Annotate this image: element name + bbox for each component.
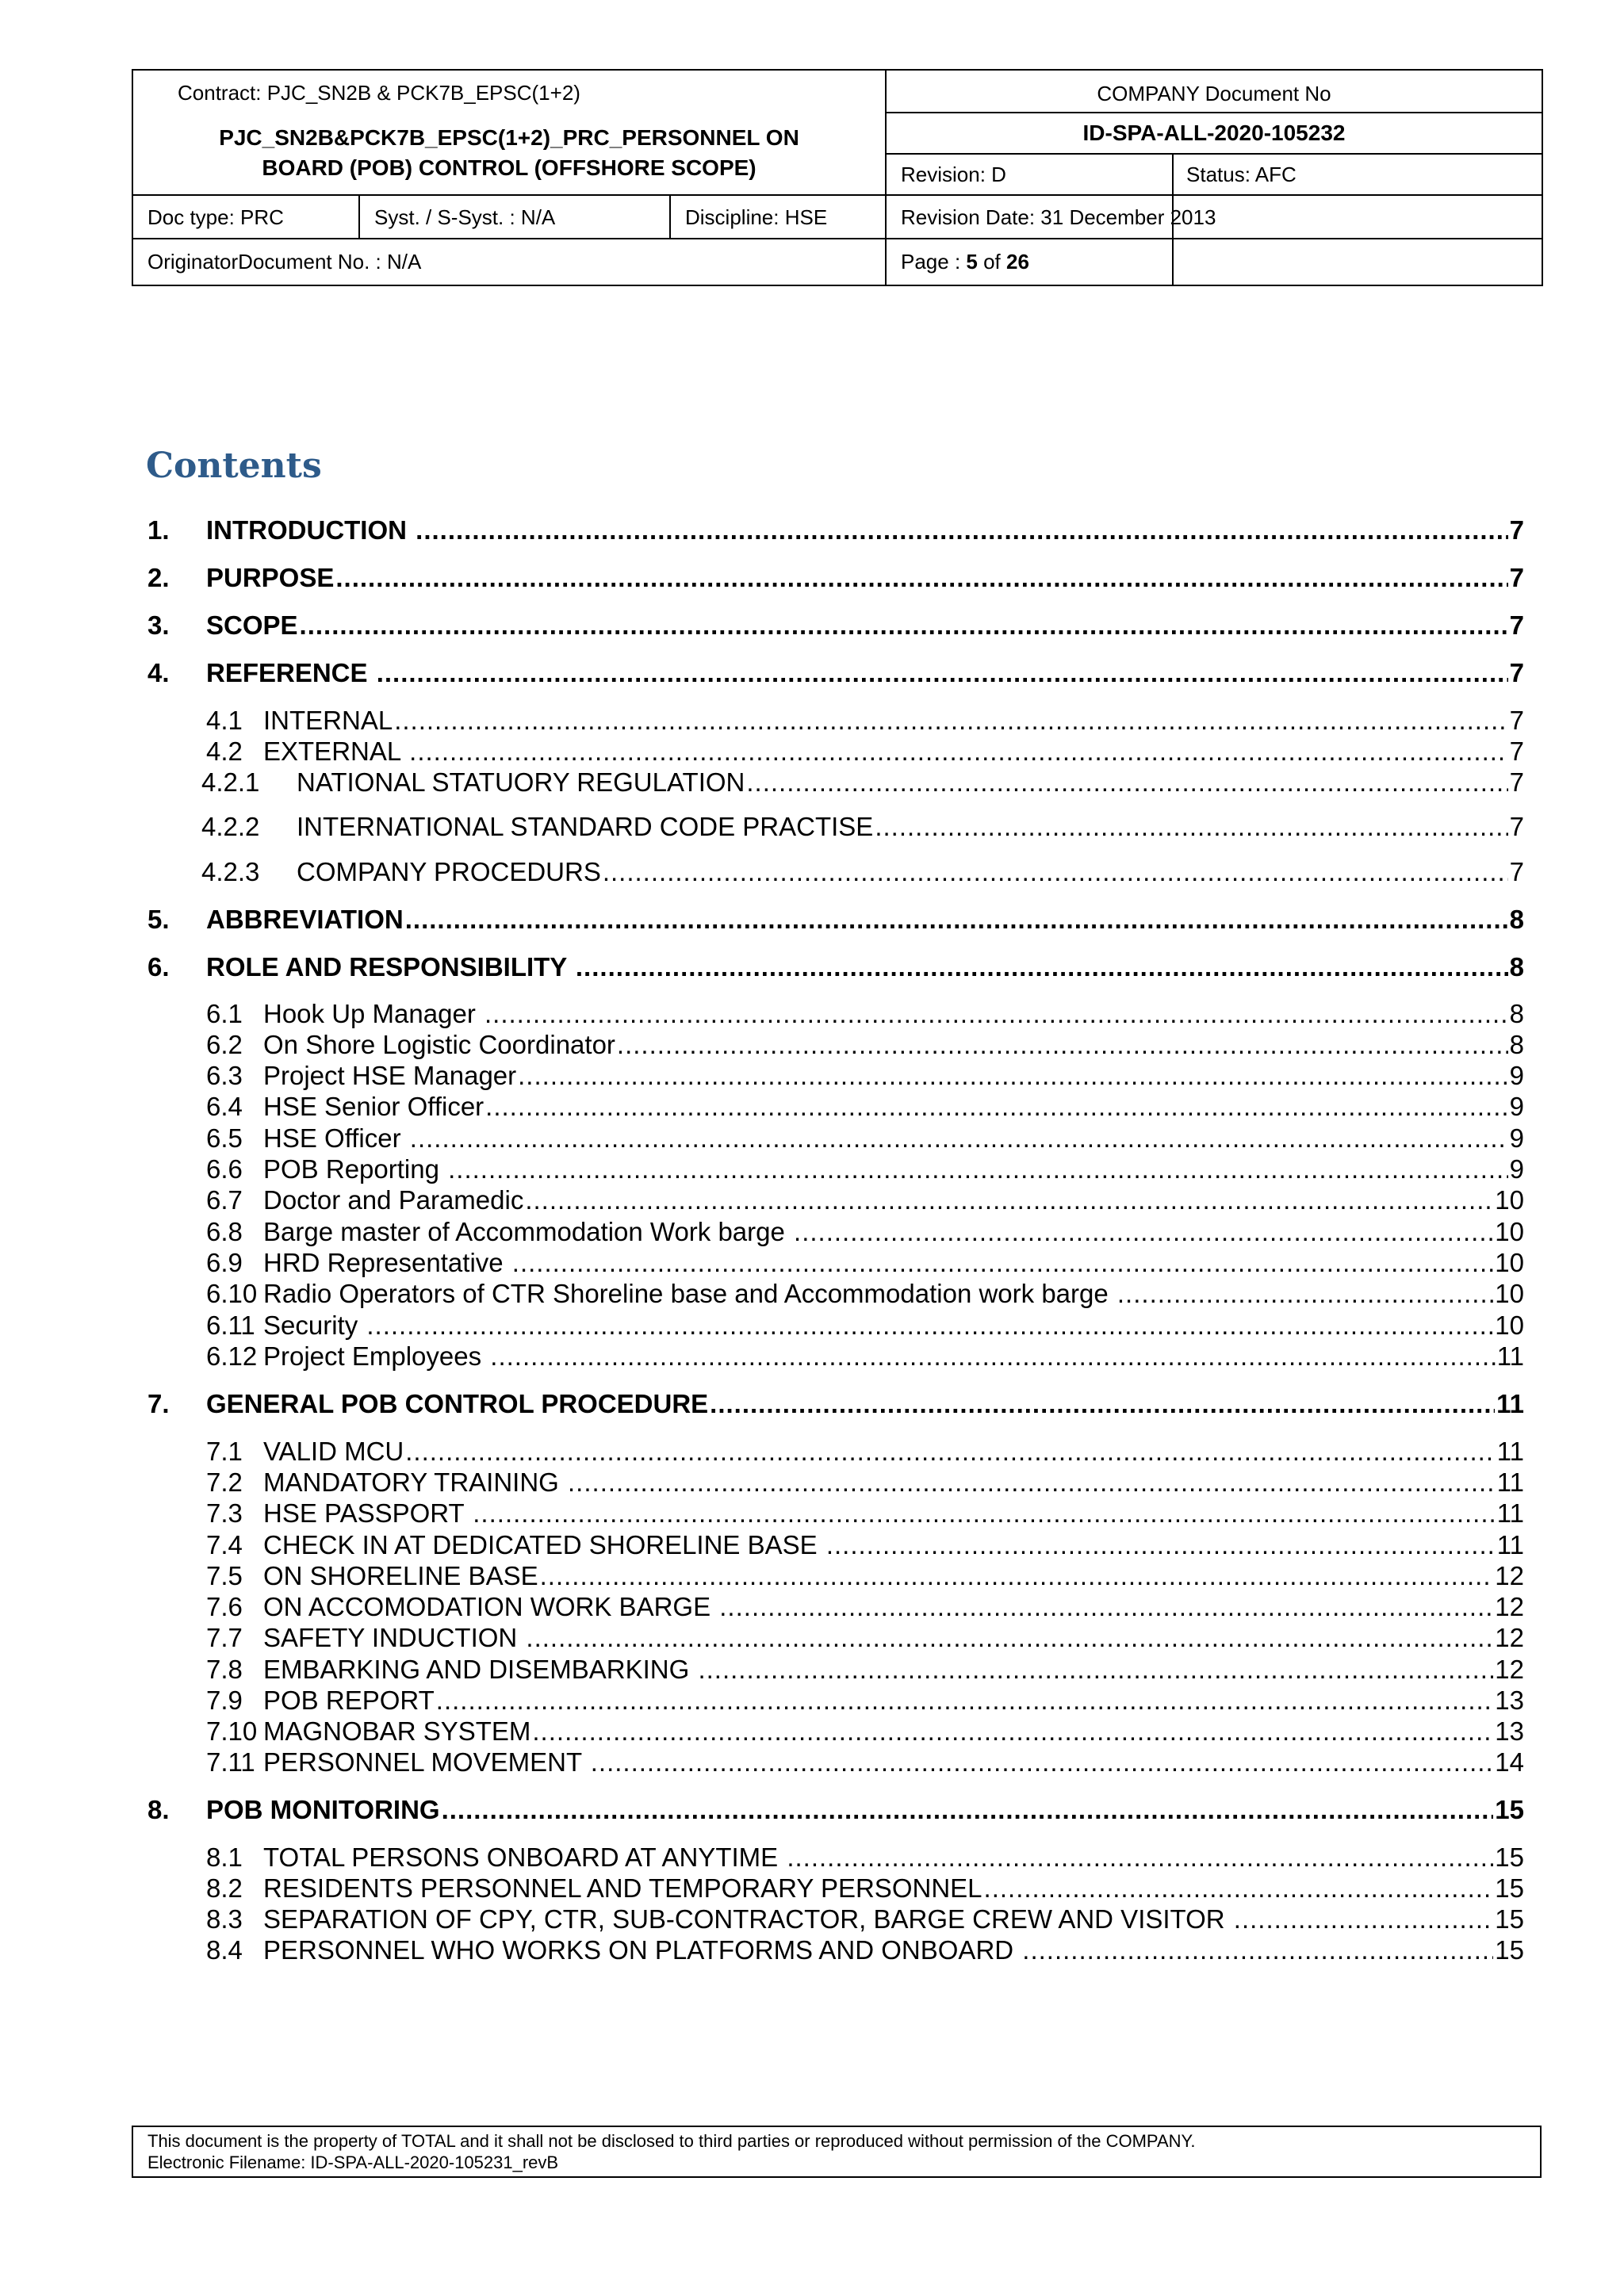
toc-entry-page: 7 [1509,563,1524,592]
toc-entry[interactable] [147,1311,1524,1341]
toc-dot-leader [787,1843,1493,1873]
toc-entry-number: 7.10 [206,1716,258,1746]
toc-dot-leader [746,767,1507,798]
toc-dot-leader [576,952,1508,982]
toc-entry-page: 7 [1509,515,1524,545]
toc-entry[interactable] [147,999,1524,1029]
page-prefix: Page : [901,249,967,274]
toc-entry-page: 11 [1496,1530,1524,1559]
toc-entry-number: 4.2.1 [201,767,260,797]
toc-entry-number: 4. [147,658,170,687]
page-current: 5 [966,249,978,274]
toc-dot-leader [526,1623,1493,1653]
revision-date-label: Revision Date: 31 December 2013 [901,205,1216,229]
toc-entry[interactable] [147,1561,1524,1591]
toc-entry[interactable] [147,1389,1524,1419]
toc-entry-page: 8 [1509,999,1524,1028]
toc-entry-page: 8 [1509,1030,1524,1059]
document-footer [132,2126,1542,2178]
toc-entry-page: 15 [1495,1935,1524,1965]
toc-entry[interactable] [147,1498,1524,1529]
toc-entry-number: 7.4 [206,1530,243,1559]
toc-dot-leader [473,1498,1495,1529]
toc-entry-page: 15 [1495,1843,1524,1872]
toc-entry-page: 15 [1495,1795,1524,1824]
toc-entry[interactable] [147,767,1524,798]
toc-entry-number: 2. [147,563,170,592]
toc-entry-number: 8.4 [206,1935,243,1965]
toc-entry[interactable] [147,1592,1524,1622]
toc-entry-page: 9 [1509,1061,1524,1090]
toc-dot-leader [490,1341,1495,1372]
toc-dot-leader [698,1655,1493,1685]
toc-entry-number: 7.3 [206,1498,243,1528]
page-indicator [901,240,1029,283]
toc-entry-title: PERSONNEL WHO WORKS ON PLATFORMS AND ONBOARD [263,1935,1021,1965]
toc-entry-page: 10 [1495,1279,1524,1308]
toc-entry[interactable] [147,706,1524,736]
toc-entry-page: 10 [1495,1248,1524,1277]
toc-entry-title: MANDATORY TRAINING [263,1468,567,1497]
toc-entry-page: 11 [1496,1437,1524,1466]
toc-entry[interactable] [147,610,1524,641]
toc-dot-leader [300,610,1508,641]
toc-entry-title: HSE Senior Officer [263,1092,485,1121]
toc-entry-page: 9 [1509,1154,1524,1184]
toc-entry-title: COMPANY PROCEDURS [297,857,601,886]
toc-entry-number: 6.1 [206,999,243,1028]
toc-entry[interactable] [147,1623,1524,1653]
toc-entry-number: 6. [147,952,170,982]
toc-dot-leader [416,515,1507,545]
toc-dot-leader [409,737,1507,767]
toc-entry-number: 7.5 [206,1561,243,1590]
toc-entry[interactable] [147,812,1524,842]
toc-dot-leader [826,1530,1496,1560]
toc-entry[interactable] [147,1185,1524,1215]
toc-dot-leader [591,1747,1494,1777]
toc-entry-page: 13 [1495,1686,1524,1715]
toc-entry-title: HSE Officer [263,1123,408,1153]
toc-entry-title: VALID MCU [263,1437,404,1466]
toc-dot-leader [1234,1904,1494,1934]
toc-dot-leader [485,1092,1507,1122]
system-label: Syst. / S-Syst. : N/A [374,205,556,229]
toc-dot-leader [448,1154,1508,1184]
toc-dot-leader [794,1217,1493,1247]
toc-entry-page: 7 [1509,706,1524,735]
toc-entry[interactable] [147,1154,1524,1184]
toc-entry-page: 7 [1509,610,1524,640]
toc-dot-leader [436,1686,1494,1716]
toc-dot-leader [875,812,1507,842]
toc-entry[interactable] [147,1030,1524,1060]
toc-entry[interactable] [147,737,1524,767]
toc-entry-title: Security [263,1311,366,1340]
toc-entry-number: 7. [147,1389,170,1418]
toc-entry[interactable] [147,1468,1524,1498]
discipline-label: Discipline: HSE [685,205,828,229]
toc-entry-title: Project Employees [263,1341,489,1371]
toc-entry[interactable] [147,952,1524,982]
toc-dot-leader [512,1248,1493,1278]
toc-entry-title: POB REPORT [263,1686,435,1715]
toc-entry-number: 6.5 [206,1123,243,1153]
toc-entry-page: 11 [1496,1341,1524,1371]
toc-entry-title: ROLE AND RESPONSIBILITY [206,952,574,982]
contents-heading: Contents [146,446,322,486]
toc-entry-title: INTERNAL [263,706,393,735]
toc-dot-leader [532,1716,1493,1747]
toc-entry-title: ON ACCOMODATION WORK BARGE [263,1592,718,1621]
toc-entry-page: 14 [1495,1747,1524,1777]
toc-dot-leader [603,857,1508,887]
toc-entry[interactable] [147,1279,1524,1309]
toc-entry-page: 15 [1495,1873,1524,1903]
toc-entry-title: HRD Representative [263,1248,511,1277]
toc-entry-page: 12 [1495,1623,1524,1652]
toc-entry[interactable] [147,1341,1524,1372]
toc-entry-title: PURPOSE [206,563,335,592]
toc-entry-title: TOTAL PERSONS ONBOARD AT ANYTIME [263,1843,786,1872]
toc-dot-leader [1117,1279,1493,1309]
toc-entry[interactable] [147,1935,1524,1965]
toc-dot-leader [617,1030,1508,1060]
toc-dot-leader [540,1561,1494,1591]
toc-entry-title: PERSONNEL MOVEMENT [263,1747,589,1777]
toc-entry-number: 6.7 [206,1185,243,1215]
toc-entry-title: Project HSE Manager [263,1061,517,1090]
toc-dot-leader [525,1185,1493,1215]
toc-dot-leader [405,1437,1495,1467]
toc-entry-number: 1. [147,515,170,545]
toc-entry-number: 7.7 [206,1623,243,1652]
toc-entry[interactable] [147,515,1524,545]
toc-entry[interactable] [147,1437,1524,1467]
status-label: Status: AFC [1186,162,1297,186]
toc-dot-leader [485,999,1508,1029]
toc-entry-page: 7 [1509,658,1524,687]
toc-dot-leader [568,1468,1496,1498]
toc-entry-page: 10 [1495,1311,1524,1340]
toc-entry-title: On Shore Logistic Coordinator [263,1030,615,1059]
revision-label: Revision: D [901,162,1006,186]
toc-dot-leader [719,1592,1493,1622]
toc-entry-number: 7.11 [206,1747,255,1777]
toc-entry-title: Hook Up Manager [263,999,483,1028]
toc-entry[interactable] [147,1795,1524,1825]
toc-entry-number: 7.2 [206,1468,243,1497]
toc-entry-number: 7.1 [206,1437,243,1466]
footer-disclaimer: This document is the property of TOTAL and it shall not be disclosed to third parties or reproduced without permission of the COMPANY. [147,2131,1196,2151]
toc-entry-page: 13 [1495,1716,1524,1746]
doc-type-label: Doc type: PRC [147,205,284,229]
footer-filename: Electronic Filename: ID-SPA-ALL-2020-105231_revB [147,2152,559,2172]
toc-entry-page: 9 [1509,1092,1524,1121]
toc-entry-page: 12 [1495,1592,1524,1621]
toc-entry-number: 8.3 [206,1904,243,1934]
toc-entry-number: 4.1 [206,706,243,735]
toc-entry[interactable] [147,1843,1524,1873]
toc-entry-title: SCOPE [206,610,298,640]
toc-entry-number: 7.9 [206,1686,243,1715]
toc-dot-leader [518,1061,1508,1091]
page-total: 26 [1006,249,1029,274]
toc-entry[interactable] [147,1873,1524,1904]
toc-entry-number: 3. [147,610,170,640]
toc-entry[interactable] [147,658,1524,688]
toc-entry-number: 8. [147,1795,170,1824]
toc-entry[interactable] [147,1530,1524,1560]
toc-dot-leader [984,1873,1494,1904]
toc-entry-number: 4.2 [206,737,243,766]
toc-entry-number: 6.10 [206,1279,258,1308]
toc-entry-page: 10 [1495,1217,1524,1246]
toc-entry-number: 8.2 [206,1873,243,1903]
toc-entry[interactable] [147,905,1524,935]
toc-dot-leader [366,1311,1493,1341]
toc-entry-page: 12 [1495,1561,1524,1590]
toc-entry-page: 12 [1495,1655,1524,1684]
toc-dot-leader [710,1389,1495,1419]
toc-entry[interactable] [147,1655,1524,1685]
toc-entry-page: 7 [1509,812,1524,841]
toc-entry-page: 7 [1509,737,1524,766]
document-title-line2: BOARD (POB) CONTROL (OFFSHORE SCOPE) [262,155,756,180]
toc-entry-title: GENERAL POB CONTROL PROCEDURE [206,1389,709,1418]
toc-dot-leader [442,1795,1494,1825]
toc-entry-title: REFERENCE [206,658,375,687]
toc-entry[interactable] [147,1123,1524,1154]
document-header-table [132,69,1543,286]
toc-dot-leader [335,563,1507,593]
toc-entry-page: 15 [1495,1904,1524,1934]
toc-entry[interactable] [147,563,1524,593]
toc-entry-number: 6.4 [206,1092,243,1121]
toc-entry-number: 6.9 [206,1248,243,1277]
toc-entry-title: RESIDENTS PERSONNEL AND TEMPORARY PERSONNEL [263,1873,982,1903]
contract-label: Contract: PJC_SN2B & PCK7B_EPSC(1+2) [178,80,580,105]
toc-dot-leader [405,905,1508,935]
toc-entry-title: SEPARATION OF CPY, CTR, SUB-CONTRACTOR, BARGE CREW AND VISITOR [263,1904,1232,1934]
toc-entry-page: 11 [1496,1468,1524,1497]
company-doc-label: COMPANY Document No [1097,81,1331,105]
toc-entry-number: 6.2 [206,1030,243,1059]
toc-entry-page: 8 [1509,905,1524,934]
toc-entry-number: 5. [147,905,170,934]
toc-entry-page: 9 [1509,1123,1524,1153]
toc-entry-title: INTERNATIONAL STANDARD CODE PRACTISE [297,812,874,841]
toc-entry-number: 7.8 [206,1655,243,1684]
toc-entry[interactable] [147,857,1524,887]
toc-entry-title: ON SHORELINE BASE [263,1561,538,1590]
toc-entry-number: 6.12 [206,1341,258,1371]
toc-entry[interactable] [147,1747,1524,1777]
toc-entry[interactable] [147,1092,1524,1122]
toc-entry-title: HSE PASSPORT [263,1498,472,1528]
toc-entry-number: 6.3 [206,1061,243,1090]
toc-entry-page: 11 [1496,1389,1524,1418]
toc-entry-number: 4.2.2 [201,812,260,841]
toc-entry-title: MAGNOBAR SYSTEM [263,1716,531,1746]
toc-entry-number: 6.6 [206,1154,243,1184]
toc-entry-number: 6.11 [206,1311,255,1340]
toc-entry-title: SAFETY INDUCTION [263,1623,525,1652]
toc-dot-leader [377,658,1508,688]
toc-entry-title: Barge master of Accommodation Work barge [263,1217,793,1246]
toc-entry-title: EXTERNAL [263,737,408,766]
toc-entry-number: 4.2.3 [201,857,260,886]
toc-entry[interactable] [147,1217,1524,1247]
page-of: of [977,249,1007,274]
toc-entry-number: 6.8 [206,1217,243,1246]
toc-entry-title: Radio Operators of CTR Shoreline base and Accommodation work barge [263,1279,1116,1308]
document-title-line1: PJC_SN2B&PCK7B_EPSC(1+2)_PRC_PERSONNEL ON [219,125,799,150]
toc-entry[interactable] [147,1061,1524,1091]
toc-dot-leader [1022,1935,1493,1965]
toc-entry[interactable] [147,1716,1524,1747]
toc-entry-page: 7 [1509,857,1524,886]
toc-entry[interactable] [147,1248,1524,1278]
toc-dot-leader [410,1123,1508,1154]
toc-entry-title: ABBREVIATION [206,905,404,934]
toc-entry-page: 7 [1509,767,1524,797]
toc-entry-page: 10 [1495,1185,1524,1215]
company-doc-number: ID-SPA-ALL-2020-105232 [1082,121,1346,145]
toc-entry-title: INTRODUCTION [206,515,415,545]
toc-entry-page: 11 [1496,1498,1524,1528]
toc-dot-leader [394,706,1507,736]
toc-entry[interactable] [147,1904,1524,1934]
toc-entry-number: 7.6 [206,1592,243,1621]
toc-entry-title: Doctor and Paramedic [263,1185,524,1215]
originator-doc-label: OriginatorDocument No. : N/A [147,249,422,274]
toc-entry-title: CHECK IN AT DEDICATED SHORELINE BASE [263,1530,825,1559]
toc-entry-title: POB Reporting [263,1154,447,1184]
toc-entry-page: 8 [1509,952,1524,982]
toc-entry-title: EMBARKING AND DISEMBARKING [263,1655,697,1684]
toc-entry-title: NATIONAL STATUORY REGULATION [297,767,745,797]
toc-entry[interactable] [147,1686,1524,1716]
toc-entry-title: POB MONITORING [206,1795,440,1824]
document-title [133,117,885,189]
toc-entry-number: 8.1 [206,1843,243,1872]
